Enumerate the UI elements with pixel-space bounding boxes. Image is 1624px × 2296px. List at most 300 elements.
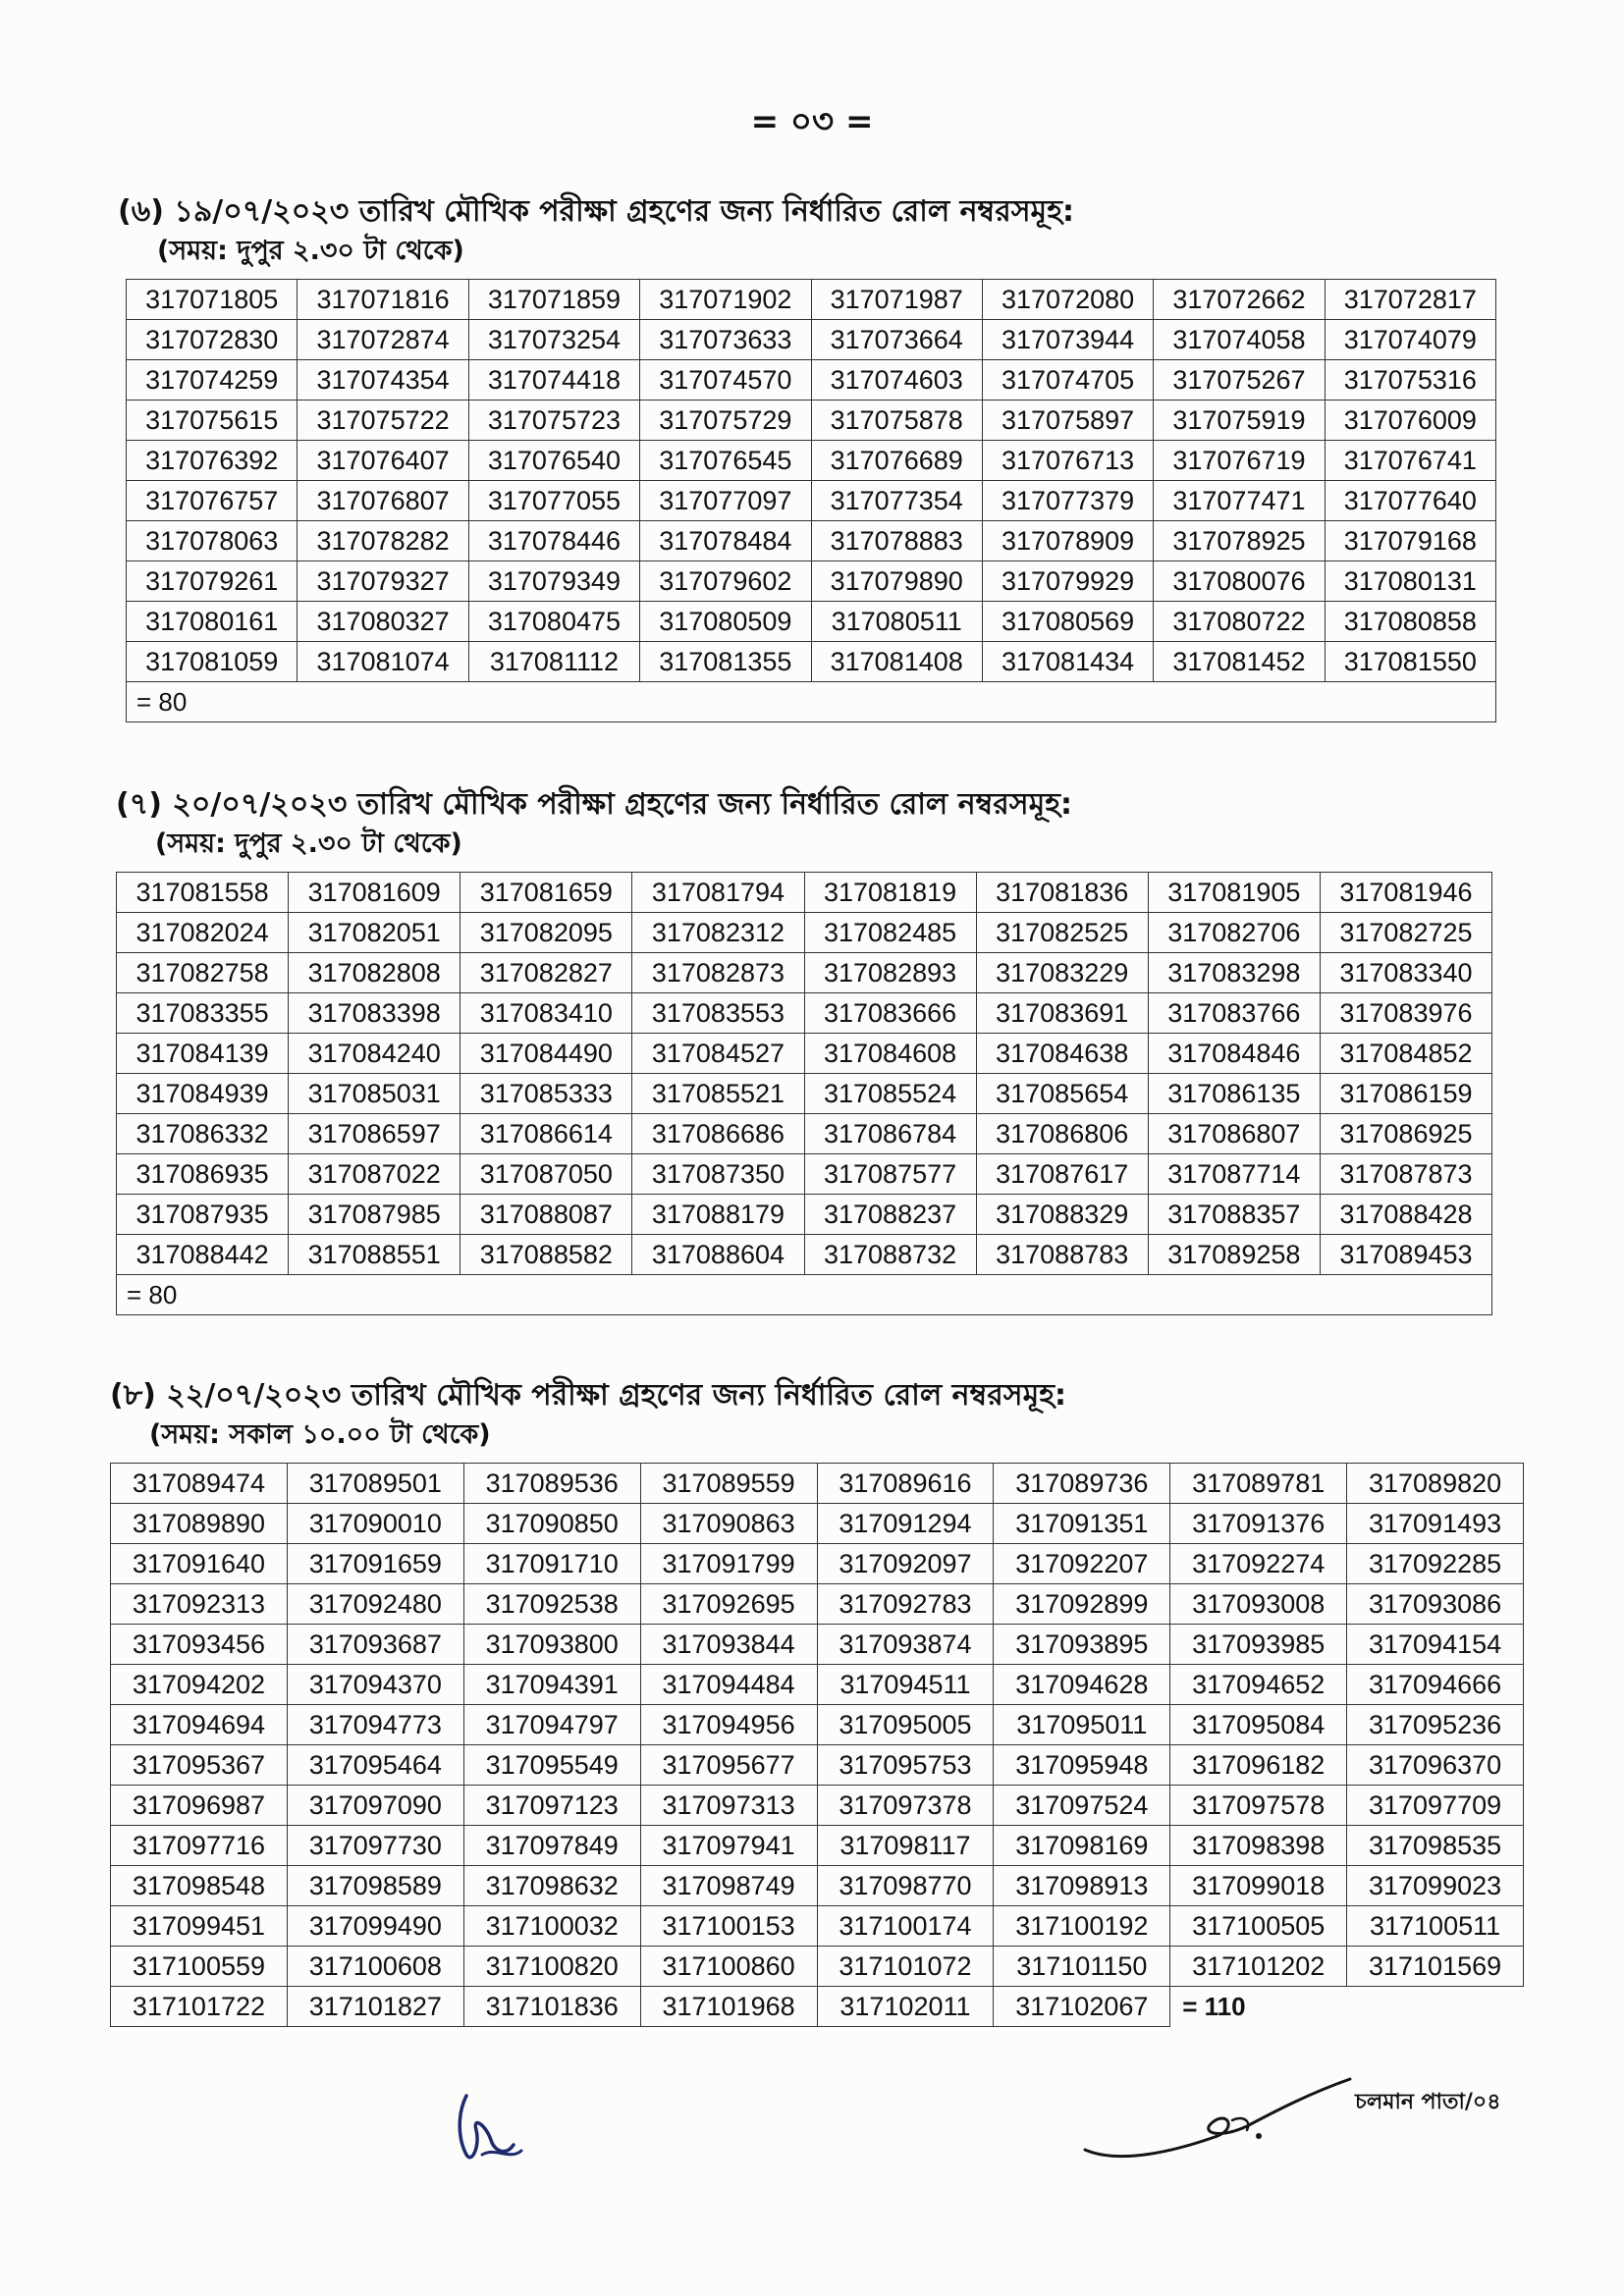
roll-number-cell: 317094370 [287,1665,463,1705]
roll-number-cell: 317073254 [468,320,639,360]
roll-number-cell: 317094202 [111,1665,288,1705]
roll-number-cell: 317085031 [289,1074,460,1114]
signature-right [1080,2071,1365,2169]
roll-number-cell: 317085333 [460,1074,632,1114]
roll-number-cell: 317097716 [111,1826,288,1866]
roll-number-cell: 317085521 [632,1074,804,1114]
roll-number-cell: 317081905 [1148,873,1320,913]
roll-number-cell: 317073633 [640,320,811,360]
table-row [127,400,1496,441]
roll-number-cell: 317091799 [640,1544,817,1584]
roll-number-cell: 317094391 [463,1665,640,1705]
section-8 [110,1376,1524,2027]
roll-number-cell: 317074570 [640,360,811,400]
roll-number-cell: 317092480 [287,1584,463,1625]
roll-number-cell: 317098632 [463,1866,640,1906]
roll-number-cell: 317098548 [111,1866,288,1906]
roll-number-cell: 317076540 [468,441,639,481]
roll-number-cell: 317091659 [287,1544,463,1584]
table-row [117,1114,1492,1154]
roll-number-cell: 317091640 [111,1544,288,1584]
roll-number-cell: 317083340 [1320,953,1491,993]
roll-number-cell: 317098913 [994,1866,1170,1906]
roll-number-cell: 317073944 [982,320,1153,360]
roll-number-cell: 317096182 [1170,1745,1347,1786]
roll-number-cell: 317098169 [994,1826,1170,1866]
table-row [111,1665,1524,1705]
roll-number-cell: 317073664 [811,320,982,360]
roll-number-cell: 317074354 [298,360,468,400]
roll-number-cell: 317075316 [1325,360,1495,400]
roll-number-cell: 317084240 [289,1034,460,1074]
roll-number-cell: 317089559 [640,1464,817,1504]
roll-number-cell: 317099018 [1170,1866,1347,1906]
roll-number-cell: 317072662 [1154,280,1325,320]
roll-number-cell: 317079168 [1325,521,1495,561]
roll-number-cell: 317083553 [632,993,804,1034]
table-row [117,1074,1492,1114]
roll-number-cell: 317080327 [298,602,468,642]
roll-number-cell: 317100608 [287,1947,463,1987]
roll-number-cell: 317071859 [468,280,639,320]
table-row [111,1544,1524,1584]
table-row [117,1235,1492,1275]
roll-number-cell: 317100174 [817,1906,994,1947]
roll-number-cell: 317084846 [1148,1034,1320,1074]
roll-number-cell: 317075897 [982,400,1153,441]
roll-number-cell: 317097378 [817,1786,994,1826]
roll-number-cell: 317095464 [287,1745,463,1786]
roll-number-cell: 317093456 [111,1625,288,1665]
roll-number-cell: 317074259 [127,360,298,400]
roll-number-cell: 317086332 [117,1114,289,1154]
roll-number-cell: 317081794 [632,873,804,913]
roll-number-cell: 317089453 [1320,1235,1491,1275]
roll-number-cell: 317089501 [287,1464,463,1504]
roll-number-cell: 317102067 [994,1987,1170,2027]
roll-number-cell: 317088604 [632,1235,804,1275]
roll-number-cell: 317094797 [463,1705,640,1745]
table-row [117,993,1492,1034]
roll-number-cell: 317076713 [982,441,1153,481]
roll-number-cell: 317088442 [117,1235,289,1275]
section-time: (সময়: দুপুর ২.৩০ টা থেকে) [155,828,462,859]
table-row [111,1906,1524,1947]
roll-number-cell: 317081355 [640,642,811,682]
roll-number-cell: 317086686 [632,1114,804,1154]
table-row [111,1464,1524,1504]
roll-number-cell: 317071987 [811,280,982,320]
roll-number-cell: 317087050 [460,1154,632,1195]
roll-number-cell: 317071902 [640,280,811,320]
roll-number-cell: 317081408 [811,642,982,682]
roll-number-cell: 317091351 [994,1504,1170,1544]
roll-number-cell: 317097313 [640,1786,817,1826]
roll-number-cell: 317080569 [982,602,1153,642]
roll-number-cell: 317097090 [287,1786,463,1826]
roll-number-cell: 317088582 [460,1235,632,1275]
table-row [127,280,1496,320]
roll-number-cell: 317094511 [817,1665,994,1705]
roll-number-cell: 317076407 [298,441,468,481]
roll-number-cell: 317095011 [994,1705,1170,1745]
roll-number-cell: 317087022 [289,1154,460,1195]
total-row [117,1275,1492,1315]
roll-number-cell: 317077640 [1325,481,1495,521]
roll-number-cell: 317088179 [632,1195,804,1235]
roll-number-cell: 317083410 [460,993,632,1034]
roll-number-cell: 317079929 [982,561,1153,602]
roll-number-cell: 317076545 [640,441,811,481]
roll-number-cell: 317086614 [460,1114,632,1154]
roll-number-cell: 317092207 [994,1544,1170,1584]
section-time: (সময়: সকাল ১০.০০ টা থেকে) [149,1419,491,1450]
roll-number-cell: 317081434 [982,642,1153,682]
roll-table [126,279,1496,722]
total-row [127,682,1496,722]
table-row [111,1987,1524,2027]
roll-number-cell: 317074705 [982,360,1153,400]
roll-number-cell: 317080722 [1154,602,1325,642]
roll-number-cell: 317074418 [468,360,639,400]
roll-number-cell: 317092285 [1347,1544,1524,1584]
section-heading: (৮) ২২/০৭/২০২৩ তারিখ মৌখিক পরীক্ষা গ্রহণের জন্য নির্ধারিত রোল নম্বরসমূহ: [110,1378,1066,1413]
roll-number-cell: 317094694 [111,1705,288,1745]
roll-number-cell: 317081609 [289,873,460,913]
roll-number-cell: 317071805 [127,280,298,320]
roll-number-cell: 317101968 [640,1987,817,2027]
table-row [111,1705,1524,1745]
roll-number-cell: 317091493 [1347,1504,1524,1544]
roll-number-cell: 317076741 [1325,441,1495,481]
roll-number-cell: 317084608 [804,1034,976,1074]
roll-number-cell: 317090010 [287,1504,463,1544]
roll-number-cell: 317100511 [1347,1906,1524,1947]
roll-table [110,1463,1524,2027]
roll-number-cell: 317095677 [640,1745,817,1786]
table-row [127,441,1496,481]
roll-number-cell: 317100505 [1170,1906,1347,1947]
table-row [117,913,1492,953]
roll-number-cell: 317097524 [994,1786,1170,1826]
roll-number-cell: 317074058 [1154,320,1325,360]
roll-number-cell: 317082827 [460,953,632,993]
table-row [111,1504,1524,1544]
roll-number-cell: 317086597 [289,1114,460,1154]
roll-number-cell: 317091376 [1170,1504,1347,1544]
roll-number-cell: 317083229 [976,953,1148,993]
roll-number-cell: 317092899 [994,1584,1170,1625]
roll-number-cell: 317093895 [994,1625,1170,1665]
roll-number-cell: 317094652 [1170,1665,1347,1705]
roll-number-cell: 317094956 [640,1705,817,1745]
roll-number-cell: 317098589 [287,1866,463,1906]
roll-number-cell: 317102011 [817,1987,994,2027]
section-heading: (৬) ১৯/০৭/২০২৩ তারিখ মৌখিক পরীক্ষা গ্রহণের জন্য নির্ধারিত রোল নম্বরসমূহ: [118,194,1074,229]
roll-number-cell: 317088237 [804,1195,976,1235]
roll-number-cell: 317093985 [1170,1625,1347,1665]
roll-number-cell: 317093687 [287,1625,463,1665]
roll-number-cell: 317093008 [1170,1584,1347,1625]
roll-number-cell: 317076689 [811,441,982,481]
roll-number-cell: 317093844 [640,1625,817,1665]
table-row [111,1866,1524,1906]
roll-number-cell: 317098117 [817,1826,994,1866]
roll-number-cell: 317087985 [289,1195,460,1235]
roll-number-cell: 317080858 [1325,602,1495,642]
section-6 [118,192,1496,722]
table-row [117,1195,1492,1235]
roll-number-cell: 317085524 [804,1074,976,1114]
roll-number-cell: 317093086 [1347,1584,1524,1625]
roll-number-cell: 317077471 [1154,481,1325,521]
roll-number-cell: 317088428 [1320,1195,1491,1235]
roll-number-cell: 317094484 [640,1665,817,1705]
roll-number-cell: 317095367 [111,1745,288,1786]
table-row [127,360,1496,400]
roll-number-cell: 317084139 [117,1034,289,1074]
roll-number-cell: 317082808 [289,953,460,993]
roll-number-cell: 317087617 [976,1154,1148,1195]
table-row [111,1584,1524,1625]
roll-number-cell: 317084490 [460,1034,632,1074]
roll-number-cell: 317085654 [976,1074,1148,1114]
roll-number-cell: 317084527 [632,1034,804,1074]
roll-number-cell: 317083398 [289,993,460,1034]
roll-number-cell: 317100192 [994,1906,1170,1947]
roll-number-cell: 317091294 [817,1504,994,1544]
roll-number-cell: 317082706 [1148,913,1320,953]
table-row [111,1947,1524,1987]
roll-number-cell: 317075723 [468,400,639,441]
roll-number-cell: 317094773 [287,1705,463,1745]
roll-number-cell: 317078063 [127,521,298,561]
roll-number-cell: 317084939 [117,1074,289,1114]
roll-number-cell: 317083666 [804,993,976,1034]
roll-number-cell: 317092313 [111,1584,288,1625]
roll-number-cell: 317101836 [463,1987,640,2027]
roll-number-cell: 317101722 [111,1987,288,2027]
roll-number-cell: 317082893 [804,953,976,993]
signature-left [437,2086,555,2174]
roll-number-cell: 317077379 [982,481,1153,521]
roll-number-cell: 317075615 [127,400,298,441]
table-row [111,1786,1524,1826]
roll-number-cell: 317087873 [1320,1154,1491,1195]
roll-number-cell: 317076807 [298,481,468,521]
table-row [117,1034,1492,1074]
roll-number-cell: 317071816 [298,280,468,320]
roll-number-cell: 317076009 [1325,400,1495,441]
roll-number-cell: 317089736 [994,1464,1170,1504]
roll-number-cell: 317079890 [811,561,982,602]
roll-number-cell: 317098398 [1170,1826,1347,1866]
roll-number-cell: 317090850 [463,1504,640,1544]
roll-number-cell: 317078909 [982,521,1153,561]
roll-number-cell: 317095549 [463,1745,640,1786]
section-heading: (৭) ২০/০৭/২০২৩ তারিখ মৌখিক পরীক্ষা গ্রহণের জন্য নির্ধারিত রোল নম্বরসমূহ: [116,787,1073,822]
roll-number-cell: 317086806 [976,1114,1148,1154]
roll-number-cell: 317095236 [1347,1705,1524,1745]
roll-number-cell: 317096987 [111,1786,288,1826]
roll-number-cell: 317083691 [976,993,1148,1034]
roll-number-cell: 317082312 [632,913,804,953]
roll-number-cell: 317079261 [127,561,298,602]
roll-number-cell: 317088732 [804,1235,976,1275]
roll-number-cell: 317089258 [1148,1235,1320,1275]
section-total: = 80 [127,682,1496,722]
roll-number-cell: 317081112 [468,642,639,682]
roll-number-cell: 317101827 [287,1987,463,2027]
section-7 [116,785,1492,1315]
roll-number-cell: 317097849 [463,1826,640,1866]
roll-number-cell: 317081819 [804,873,976,913]
roll-number-cell: 317094628 [994,1665,1170,1705]
roll-number-cell: 317095084 [1170,1705,1347,1745]
roll-number-cell: 317081452 [1154,642,1325,682]
table-row [127,481,1496,521]
roll-number-cell: 317088357 [1148,1195,1320,1235]
roll-number-cell: 317079349 [468,561,639,602]
roll-number-cell: 317095948 [994,1745,1170,1786]
roll-number-cell: 317089781 [1170,1464,1347,1504]
roll-number-cell: 317097123 [463,1786,640,1826]
roll-number-cell: 317101202 [1170,1947,1347,1987]
table-row [127,602,1496,642]
roll-number-cell: 317086807 [1148,1114,1320,1154]
roll-number-cell: 317075729 [640,400,811,441]
roll-number-cell: 317089820 [1347,1464,1524,1504]
roll-number-cell: 317078484 [640,521,811,561]
table-row [117,953,1492,993]
roll-number-cell: 317087350 [632,1154,804,1195]
roll-number-cell: 317081946 [1320,873,1491,913]
roll-number-cell: 317088551 [289,1235,460,1275]
roll-number-cell: 317086935 [117,1154,289,1195]
roll-number-cell: 317092695 [640,1584,817,1625]
roll-number-cell: 317082024 [117,913,289,953]
roll-number-cell: 317081558 [117,873,289,913]
roll-number-cell: 317077097 [640,481,811,521]
roll-number-cell: 317087577 [804,1154,976,1195]
roll-number-cell: 317101072 [817,1947,994,1987]
roll-number-cell: 317100032 [463,1906,640,1947]
roll-number-cell: 317091710 [463,1544,640,1584]
roll-number-cell: 317082051 [289,913,460,953]
roll-number-cell: 317083976 [1320,993,1491,1034]
table-row [127,561,1496,602]
roll-number-cell: 317075267 [1154,360,1325,400]
roll-number-cell: 317086135 [1148,1074,1320,1114]
roll-number-cell: 317083298 [1148,953,1320,993]
roll-number-cell: 317087714 [1148,1154,1320,1195]
roll-number-cell: 317086784 [804,1114,976,1154]
roll-number-cell: 317079602 [640,561,811,602]
table-row [127,320,1496,360]
roll-number-cell: 317088087 [460,1195,632,1235]
roll-number-cell: 317076392 [127,441,298,481]
table-row [117,1154,1492,1195]
roll-number-cell: 317083766 [1148,993,1320,1034]
roll-number-cell: 317075878 [811,400,982,441]
roll-number-cell: 317100153 [640,1906,817,1947]
roll-number-cell: 317083355 [117,993,289,1034]
roll-number-cell: 317097941 [640,1826,817,1866]
roll-number-cell: 317095753 [817,1745,994,1786]
roll-number-cell: 317082095 [460,913,632,953]
roll-number-cell: 317095005 [817,1705,994,1745]
roll-number-cell: 317082485 [804,913,976,953]
roll-number-cell: 317082525 [976,913,1148,953]
roll-number-cell: 317080161 [127,602,298,642]
roll-number-cell: 317096370 [1347,1745,1524,1786]
roll-number-cell: 317099490 [287,1906,463,1947]
roll-number-cell: 317081074 [298,642,468,682]
section-total: = 110 [1170,1987,1524,2027]
roll-number-cell: 317080511 [811,602,982,642]
roll-number-cell: 317077354 [811,481,982,521]
roll-number-cell: 317081836 [976,873,1148,913]
continue-note: চলমান পাতা/০৪ [1355,2090,1501,2114]
table-row [127,521,1496,561]
roll-number-cell: 317099023 [1347,1866,1524,1906]
roll-number-cell: 317081659 [460,873,632,913]
roll-number-cell: 317089474 [111,1464,288,1504]
roll-number-cell: 317080131 [1325,561,1495,602]
roll-number-cell: 317082758 [117,953,289,993]
roll-number-cell: 317075722 [298,400,468,441]
roll-number-cell: 317072874 [298,320,468,360]
roll-number-cell: 317101150 [994,1947,1170,1987]
roll-number-cell: 317078446 [468,521,639,561]
roll-number-cell: 317072817 [1325,280,1495,320]
roll-number-cell: 317097709 [1347,1786,1524,1826]
roll-number-cell: 317089616 [817,1464,994,1504]
roll-number-cell: 317080475 [468,602,639,642]
roll-number-cell: 317094154 [1347,1625,1524,1665]
roll-number-cell: 317094666 [1347,1665,1524,1705]
roll-number-cell: 317100820 [463,1947,640,1987]
section-time: (সময়: দুপুর ২.৩০ টা থেকে) [157,236,464,266]
roll-number-cell: 317074603 [811,360,982,400]
roll-number-cell: 317097730 [287,1826,463,1866]
table-row [127,642,1496,682]
roll-number-cell: 317080076 [1154,561,1325,602]
roll-number-cell: 317092538 [463,1584,640,1625]
table-row [111,1826,1524,1866]
roll-number-cell: 317086159 [1320,1074,1491,1114]
roll-number-cell: 317090863 [640,1504,817,1544]
roll-number-cell: 317075919 [1154,400,1325,441]
roll-number-cell: 317078925 [1154,521,1325,561]
roll-number-cell: 317098535 [1347,1826,1524,1866]
roll-number-cell: 317072080 [982,280,1153,320]
roll-number-cell: 317097578 [1170,1786,1347,1826]
roll-number-cell: 317082725 [1320,913,1491,953]
roll-number-cell: 317099451 [111,1906,288,1947]
roll-number-cell: 317087935 [117,1195,289,1235]
roll-number-cell: 317093800 [463,1625,640,1665]
roll-number-cell: 317076757 [127,481,298,521]
roll-number-cell: 317093874 [817,1625,994,1665]
roll-number-cell: 317089890 [111,1504,288,1544]
roll-number-cell: 317074079 [1325,320,1495,360]
roll-number-cell: 317088783 [976,1235,1148,1275]
roll-number-cell: 317081550 [1325,642,1495,682]
roll-number-cell: 317092783 [817,1584,994,1625]
roll-number-cell: 317081059 [127,642,298,682]
roll-number-cell: 317088329 [976,1195,1148,1235]
